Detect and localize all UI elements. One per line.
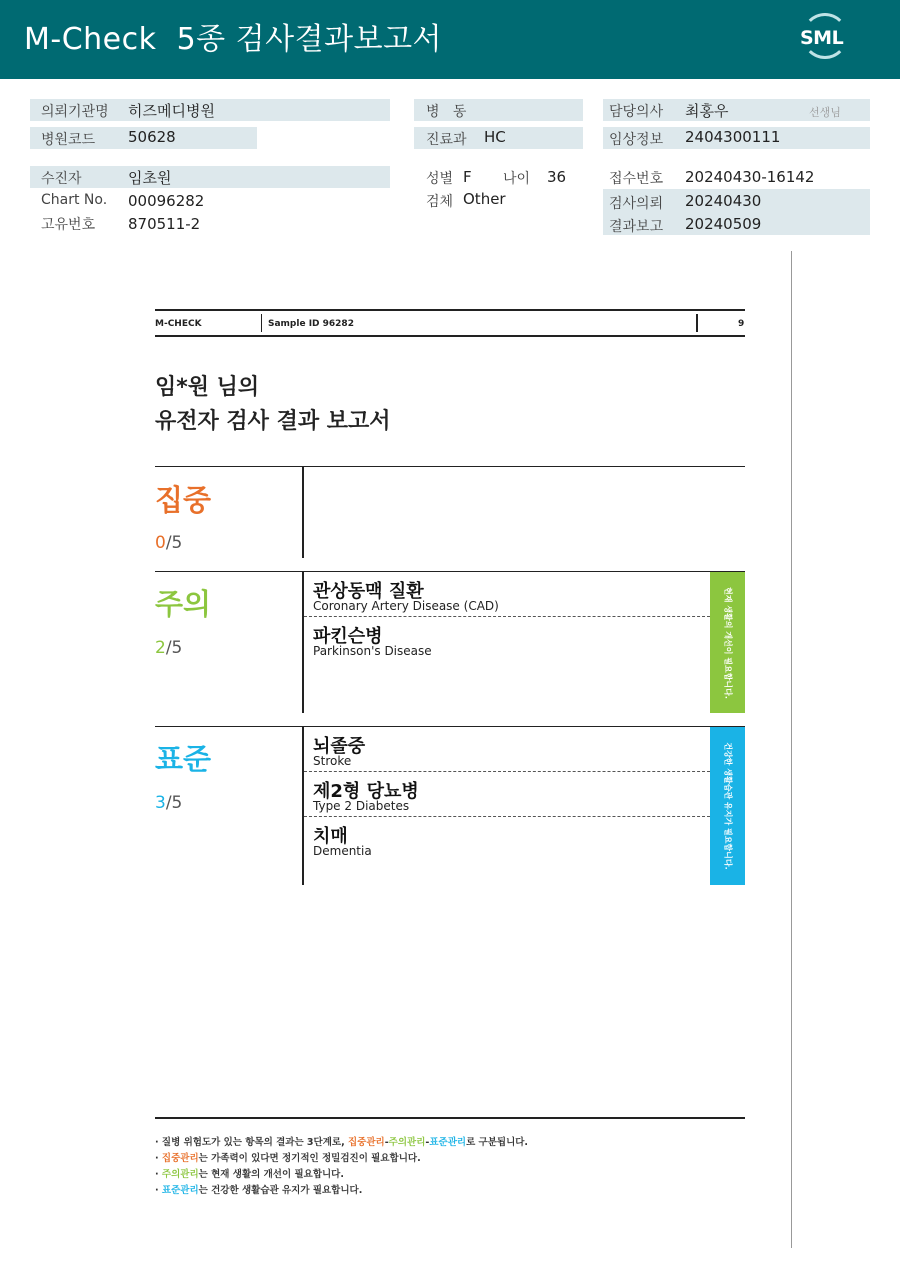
section-caution-count: [155, 638, 182, 658]
disease-parkinsons-ko: 파킨슨병: [313, 626, 383, 647]
dept-value: HC: [484, 128, 506, 146]
standard-side-tab: [710, 727, 745, 885]
section-caution-divider: [302, 572, 304, 713]
note-3-text: 는 현재 생활의 개선이 필요합니다.: [198, 1169, 344, 1180]
section-focus-title: 집중: [155, 483, 212, 517]
report-header-rule: [155, 335, 745, 337]
hospital-code-value: 50628: [128, 128, 176, 146]
note-1: · 질병 위험도가 있는 항목의 결과는 3단계로, 집중관리-주의관리-표준관리로 구분됩니다.: [155, 1137, 529, 1148]
section-focus-count-total: /5: [165, 533, 183, 553]
doctor-value: 최홍우: [685, 102, 729, 120]
clinical-value: 2404300111: [685, 128, 781, 146]
note-1-standard: 표준관리: [429, 1137, 467, 1148]
request-value: 20240430: [685, 192, 762, 210]
item-separator: [304, 771, 710, 772]
chart-label: Chart No.: [41, 192, 108, 208]
section-caution-count-total: /5: [165, 638, 183, 658]
note-1-sep: -: [384, 1137, 389, 1148]
report-title-line1: 임*원 님의: [155, 375, 260, 400]
note-1-end: 로 구분됩니다.: [466, 1137, 529, 1148]
disease-dementia-en: Dementia: [313, 844, 372, 858]
note-2: · 집중관리는 가족력이 있다면 정기적인 정밀검진이 필요합니다.: [155, 1153, 421, 1164]
section-standard-count-total: /5: [165, 793, 183, 813]
section-caution-rule: [155, 571, 745, 572]
specimen-label: 검체: [426, 194, 454, 210]
report-brand: M-CHECK: [155, 319, 202, 329]
disease-t2d-ko: 제2형 당뇨병: [313, 781, 419, 802]
disease-stroke-ko: 뇌졸중: [313, 736, 366, 757]
note-1-caution: 주의관리: [388, 1137, 426, 1148]
sample-id: Sample ID 96282: [268, 319, 354, 329]
specimen-value: Other: [463, 190, 506, 208]
receipt-label: 접수번호: [609, 171, 664, 187]
note-1-text: 질병 위험도가 있는 항목의 결과는 3단계로,: [161, 1137, 348, 1148]
clinical-label: 임상정보: [609, 132, 664, 148]
note-2-focus: 집중관리: [161, 1153, 199, 1164]
section-standard-count: [155, 793, 182, 813]
caution-side-tab-text: 현재 생활의 개선이 필요합니다.: [723, 586, 732, 699]
dept-label: 진료과: [426, 132, 467, 148]
disease-cad-en: Coronary Artery Disease (CAD): [313, 599, 499, 613]
doctor-suffix: 선생님: [809, 106, 841, 119]
item-separator: [304, 616, 710, 617]
patient-row: [30, 166, 390, 188]
sex-value: F: [463, 168, 472, 186]
page-number: 9: [738, 319, 745, 329]
section-caution-count-value: 2: [155, 638, 166, 658]
page-title: M-Check 5종 검사결과보고서: [24, 22, 443, 57]
disease-stroke-en: Stroke: [313, 754, 352, 768]
logo-text: SML: [800, 27, 844, 49]
note-4-standard: 표준관리: [161, 1185, 199, 1196]
note-4-text: 는 건강한 생활습관 유지가 필요합니다.: [198, 1185, 363, 1196]
section-focus-rule: [155, 466, 745, 467]
section-focus-divider: [302, 467, 304, 558]
request-label: 검사의뢰: [609, 196, 664, 212]
receipt-value: 20240430-16142: [685, 168, 815, 186]
section-standard-count-value: 3: [155, 793, 166, 813]
note-4: · 표준관리는 건강한 생활습관 유지가 필요합니다.: [155, 1185, 363, 1196]
institution-label: 의뢰기관명: [41, 104, 109, 120]
disease-dementia-ko: 치매: [313, 826, 348, 847]
header-separator: [261, 314, 262, 332]
section-standard-divider: [302, 727, 304, 885]
item-separator: [304, 816, 710, 817]
report-title-line2: 유전자 검사 결과 보고서: [155, 409, 391, 434]
patient-label: 수진자: [41, 171, 82, 187]
disease-cad-ko: 관상동맥 질환: [313, 581, 424, 602]
result-value: 20240509: [685, 215, 762, 233]
header-separator-right: [696, 314, 698, 332]
caution-side-tab: [710, 572, 745, 713]
section-caution-title: 주의: [155, 587, 212, 621]
note-2-text: 는 가족력이 있다면 정기적인 정밀검진이 필요합니다.: [198, 1153, 421, 1164]
standard-side-tab-text: 건강한 생활습관 유지가 필요합니다.: [723, 742, 732, 870]
notes-rule: [155, 1117, 745, 1119]
section-focus-count-value: 0: [155, 533, 166, 553]
note-3: · 주의관리는 현재 생활의 개선이 필요합니다.: [155, 1169, 344, 1180]
unique-value: 870511-2: [128, 215, 201, 233]
note-1-sep: -: [425, 1137, 430, 1148]
note-3-caution: 주의관리: [161, 1169, 199, 1180]
age-value: 36: [547, 168, 567, 186]
institution-value: 히즈메디병원: [128, 102, 215, 120]
unique-label: 고유번호: [41, 217, 96, 233]
header-bar: [0, 0, 900, 79]
ward-label: 병 동: [426, 104, 467, 120]
result-label: 결과보고: [609, 219, 664, 235]
section-standard-title: 표준: [155, 742, 212, 776]
sml-logo: [798, 13, 854, 65]
disease-t2d-en: Type 2 Diabetes: [313, 799, 410, 813]
note-1-focus: 집중관리: [348, 1137, 385, 1148]
age-label: 나이: [503, 171, 531, 187]
doctor-label: 담당의사: [609, 104, 664, 120]
section-focus-count: [155, 533, 182, 553]
sex-label: 성별: [426, 171, 454, 187]
disease-parkinsons-en: Parkinson's Disease: [313, 644, 432, 658]
hospital-code-label: 병원코드: [41, 132, 96, 148]
section-standard-rule: [155, 726, 745, 727]
page-divider: [791, 251, 792, 1248]
report-top-rule: [155, 309, 745, 311]
patient-value: 임초원: [128, 169, 172, 187]
notes-block: [155, 1135, 528, 1199]
chart-value: 00096282: [128, 192, 205, 210]
